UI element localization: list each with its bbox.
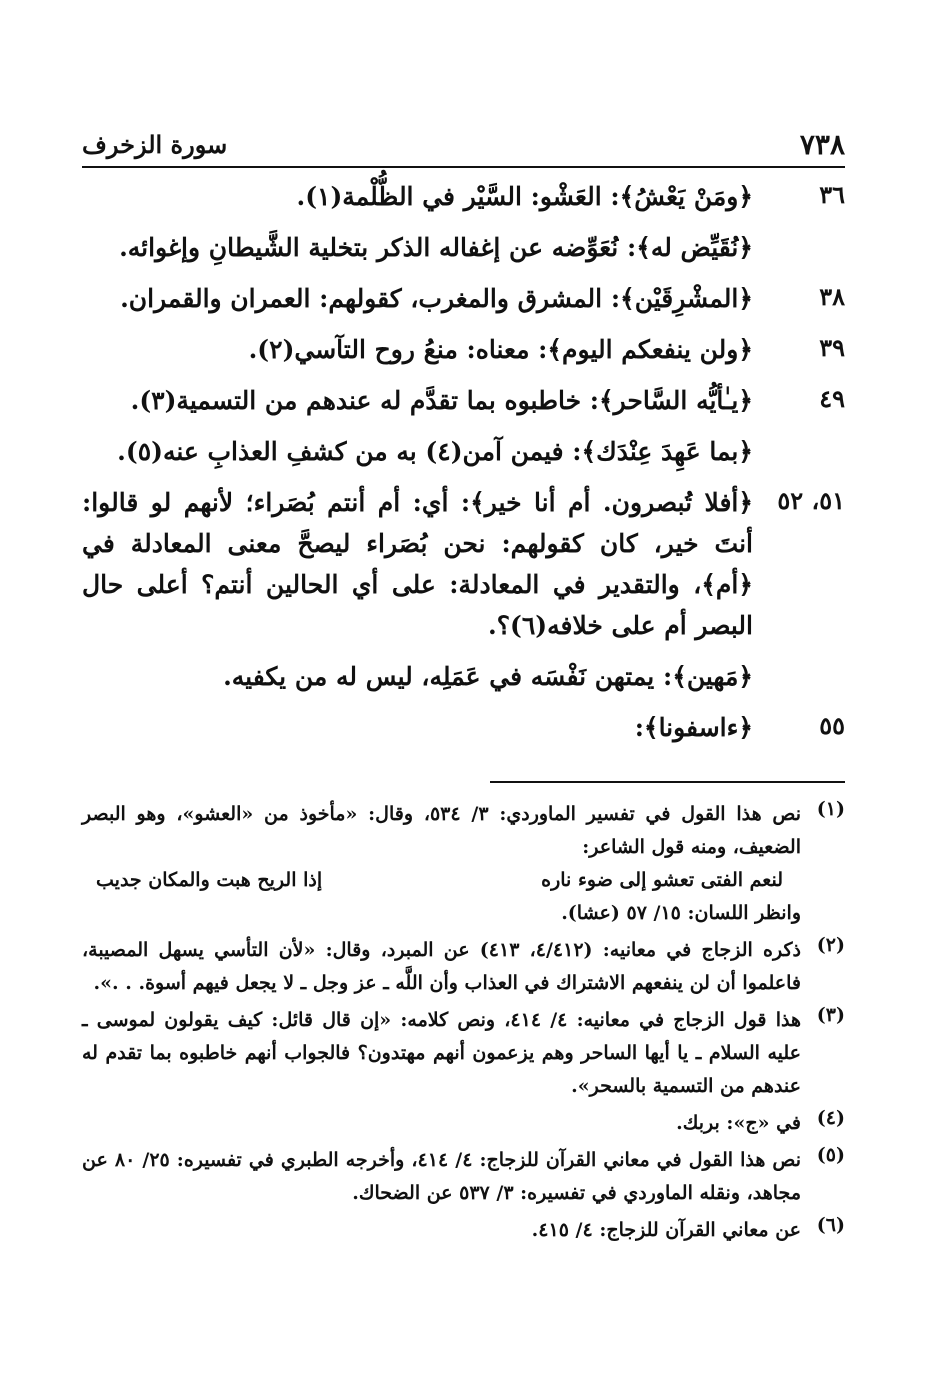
verse-number: ٥١، ٥٢ <box>777 486 845 515</box>
footnote <box>82 1004 845 1103</box>
sura-title: سورة الزخرف <box>82 130 228 159</box>
page-header <box>82 128 845 168</box>
verse-number: ٣٩ <box>819 333 845 362</box>
footnote <box>82 798 845 930</box>
verse-number <box>753 227 845 268</box>
footnote-number: (٣) <box>816 1004 845 1026</box>
verse-number: ٥٥ <box>819 711 845 740</box>
entry-text: ﴿ءاسفونا﴾: <box>634 713 753 742</box>
entry <box>82 329 845 370</box>
footnote-text: عن معاني القرآن للزجاج: ٤/ ٤١٥. <box>531 1219 801 1241</box>
entry <box>82 656 845 697</box>
entry <box>82 380 845 421</box>
entry-text: ﴿أفلا تُبصرون. أم أنا خير﴾: أي: أم أنتم بُصَراء؛ لأنهم لو قالوا: أنتَ خير، كان كقولهم: نحن بُصَراء ليصحَّ معنى المعادلة في ﴿أم﴾، والتقدير في المعادلة: على أي الحالين أنتم؟ أعلى حال البصر أم على خلافه(٦)؟. <box>82 488 753 640</box>
footnote-text: نص هذا القول في معاني القرآن للزجاج: ٤/ ٤١٤، وأخرجه الطبري في تفسيره: ٢٥/ ٨٠ عن مجاهد، ونقله الماوردي في تفسيره: ٣/ ٥٣٧ عن الضحاك. <box>82 1149 801 1204</box>
footnote-number: (٢) <box>816 934 845 956</box>
footnote <box>82 1144 845 1210</box>
poem-hemistich-left: إذا الريح هبت والمكان جديب <box>96 869 323 891</box>
verse-number: ٣٨ <box>819 282 845 311</box>
footnote-text-continued: وانظر اللسان: ١٥/ ٥٧ (عشا). <box>561 902 801 924</box>
footnote-body <box>82 798 801 930</box>
entry <box>82 482 845 646</box>
entry-text: ﴿يـٰأيُّه السَّاحر﴾: خاطبوه بما تقدَّم له عندهم من التسمية(٣). <box>130 386 753 415</box>
entry-text: ﴿ومَنْ يَعْشُ﴾: العَشْو: السَّيْر في الظُّلْمة(١). <box>296 182 753 211</box>
entry-text: ﴿ولن ينفعكم اليوم﴾: معناه: منعُ روح التآسي(٢). <box>248 335 753 364</box>
entry <box>82 707 845 748</box>
footnote-text: نص هذا القول في تفسير الماوردي: ٣/ ٥٣٤، وقال: «مأخوذ من «العشو»، وهو البصر الضعيف، ومنه قول الشاعر: <box>82 803 801 858</box>
entry <box>82 176 845 217</box>
footnote <box>82 1214 845 1247</box>
footnote-text: في «ج»: بربك. <box>676 1112 801 1134</box>
footnote-number: (١) <box>816 798 845 820</box>
entry-text: ﴿المشْرِقَيْن﴾: المشرق والمغرب، كقولهم: العمران والقمران. <box>120 284 753 313</box>
verse-number <box>753 656 845 697</box>
verse-number <box>753 431 845 472</box>
entry-text: ﴿مَهين﴾: يمتهن نَفْسَه في عَمَلِه، ليس له من يكفيه. <box>223 662 753 691</box>
verse-number: ٣٦ <box>819 180 845 209</box>
poem-hemistich-right: لنعم الفتى تعشو إلى ضوء ناره <box>541 869 783 891</box>
footnotes <box>82 798 845 1251</box>
footnote-number: (٥) <box>816 1144 845 1166</box>
footnote <box>82 1107 845 1140</box>
poem-verse <box>82 864 801 897</box>
entry <box>82 278 845 319</box>
footnote-text: ذكره الزجاج في معانيه: (٤/٤١٢، ٤١٣) عن المبرد، وقال: «لأن التأسي يسهل المصيبة، فاعلموا أن لن ينفعهم الاشتراك في العذاب وأن اللَّه ـ عز وجل ـ لا يجعل فيهم أسوة. . .». <box>82 939 801 994</box>
footnote <box>82 934 845 1000</box>
commentary-entries <box>82 176 845 758</box>
verse-number: ٤٩ <box>819 384 845 413</box>
entry-text: ﴿بما عَهِدَ عِنْدَك﴾: فيمن آمن(٤) به من كشفِ العذابِ عنه(٥). <box>117 437 753 466</box>
footnote-divider <box>490 781 845 783</box>
footnote-number: (٦) <box>816 1214 845 1236</box>
page-number: ٧٣٨ <box>799 128 845 161</box>
footnote-number: (٤) <box>816 1107 845 1129</box>
entry-text: ﴿نُقَيِّض له﴾: نُعَوِّضه عن إغفاله الذكر بتخلية الشَّيطانِ وإغوائه. <box>119 233 753 262</box>
entry <box>82 227 845 268</box>
entry <box>82 431 845 472</box>
footnote-text: هذا قول الزجاج في معانيه: ٤/ ٤١٤، ونص كلامه: «إن قال قائل: كيف يقولون لموسى ـ عليه السلام ـ يا أيها الساحر وهم يزعمون أنهم مهتدون؟ فالجواب أنهم خاطبوه بما تقدم له عندهم من التسمية بالسحر». <box>82 1009 801 1097</box>
